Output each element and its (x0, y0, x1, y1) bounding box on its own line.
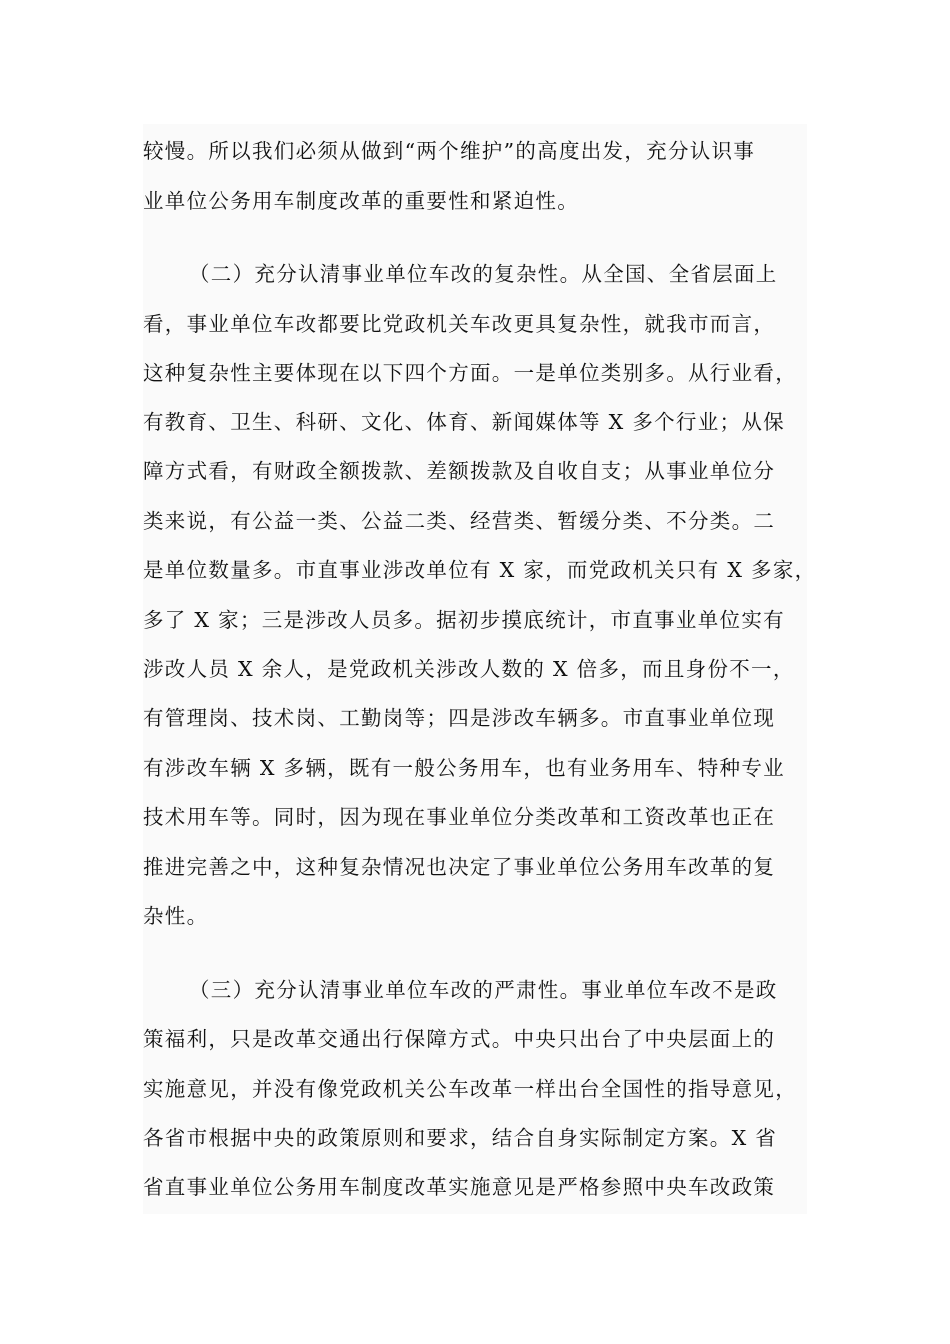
text-line: 类来说，有公益一类、公益二类、经营类、暂缓分类、不分类。二 (143, 509, 776, 533)
text-line: 看，事业单位车改都要比党政机关车改更具复杂性，就我市而言， (143, 312, 776, 336)
text-line: 障方式看，有财政全额拨款、差额拨款及自收自支；从事业单位分 (143, 459, 776, 483)
text-line: 策福利，只是改革交通出行保障方式。中央只出台了中央层面上的 (143, 1027, 776, 1051)
body-text (143, 124, 817, 1214)
paragraph-heading-3: （三）充分认清事业单位车改的严肃性。事业单位车改不是政 (189, 978, 778, 1002)
text-line: 有管理岗、技术岗、工勤岗等；四是涉改车辆多。市直事业单位现 (143, 706, 776, 730)
text-line: 实施意见，并没有像党政机关公车改革一样出台全国性的指导意见， (143, 1077, 797, 1101)
text-line: 有教育、卫生、科研、文化、体育、新闻媒体等 X 多个行业；从保 (143, 410, 785, 434)
text-line: 这种复杂性主要体现在以下四个方面。一是单位类别多。从行业看， (143, 361, 797, 385)
text-line: 是单位数量多。市直事业涉改单位有 X 家，而党政机关只有 X 多家， (143, 558, 817, 582)
text-line: 有涉改车辆 X 多辆，既有一般公务用车，也有业务用车、特种专业 (143, 756, 785, 780)
text-line: 省直事业单位公务用车制度改革实施意见是严格参照中央车改政策 (143, 1175, 776, 1199)
text-line: 各省市根据中央的政策原则和要求，结合自身实际制定方案。X 省 (143, 1126, 778, 1150)
text-line: 杂性。 (143, 904, 209, 928)
paragraph-heading-2: （二）充分认清事业单位车改的复杂性。从全国、全省层面上 (189, 262, 778, 286)
text-line: 涉改人员 X 余人，是党政机关涉改人数的 X 倍多，而且身份不一， (143, 657, 795, 681)
text-line: 业单位公务用车制度改革的重要性和紧迫性。 (143, 189, 579, 213)
text-line: 多了 X 家；三是涉改人员多。据初步摸底统计，市直事业单位实有 (143, 608, 785, 632)
text-line: 技术用车等。同时，因为现在事业单位分类改革和工资改革也正在 (143, 805, 776, 829)
text-line: 较慢。所以我们必须从做到“两个维护”的高度出发，充分认识事 (143, 139, 756, 163)
text-line: 推进完善之中，这种复杂情况也决定了事业单位公务用车改革的复 (143, 855, 776, 879)
